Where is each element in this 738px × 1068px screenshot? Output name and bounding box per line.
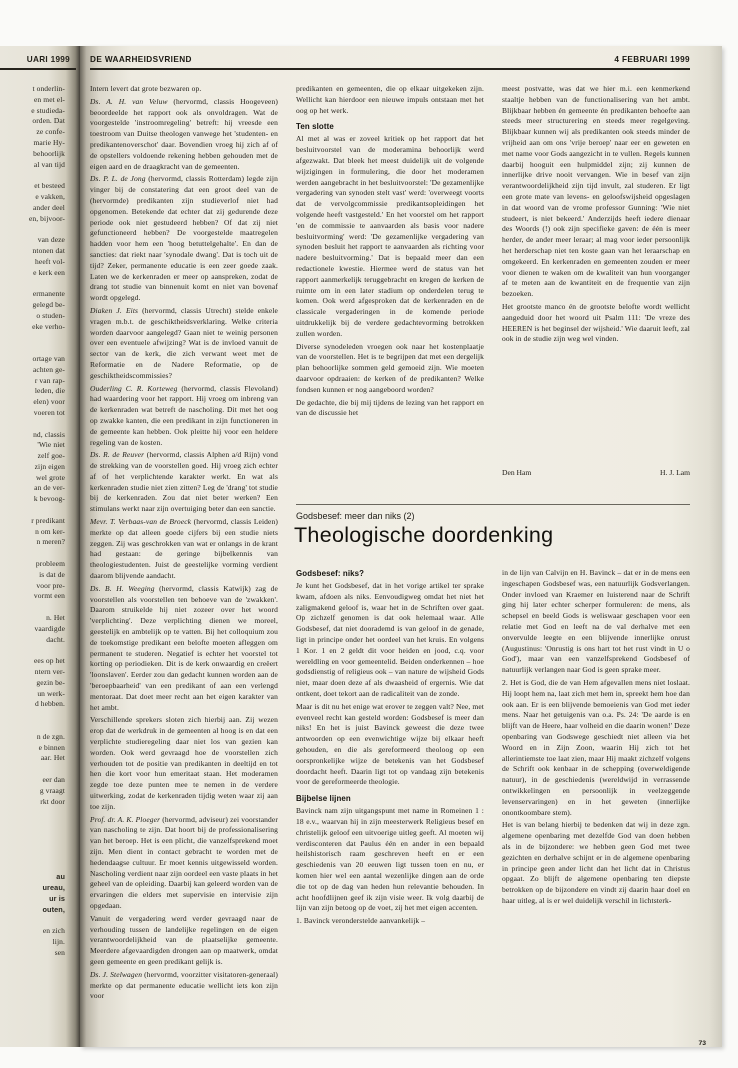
text-fragment: achten ge- (32, 364, 65, 374)
fragment-list-bold (0, 872, 65, 915)
speaker-name: Ds. A. H. van Veluw (90, 96, 168, 106)
text-fragment: eer dan (42, 775, 65, 784)
text-fragment (0, 548, 65, 559)
text-fragment (0, 645, 65, 656)
article2-kicker: Godsbesef: meer dan niks (2) (296, 511, 415, 521)
text-fragment (0, 419, 65, 430)
article2-section2 (296, 806, 484, 927)
text-fragment: ees op het (34, 656, 65, 666)
text-fragment (0, 224, 65, 235)
text-fragment: zelf goe- (37, 451, 65, 461)
paragraph: meest postvatte, was dat we hier m.i. een kenmerkend staaltje hebben van de functionalisering van het ambt. Blijkbaar hebben én gemeente én predikanten behoefte aan steeds meer structurering en steeds meer regelgeving. Blijkbaar kunnen wij als predikanten ook steeds minder de vrijheid aan om ons 'vrije beroep' naar eer en geweten en met name voor Gods aangezicht in te vullen. Regels kunnen daarbij hooguit een hulpmiddel zijn; zij kunnen de innerlijke drive nooit vervangen. Wie in besef van zijn verantwoordelijkheid zijn tijd invult, zal studeren. Er ligt een grote mate van levens- en geloofswijsheid opgeslagen in dat woord van de vrome professor Gunning: 'Wie niet studeert, is niet bekeerd.' Anderzijds heeft iedere dienaar des Woords (!) ook zijn specifieke gaven: de één is meer herder, de ander meer leraar; al mag voor ieder persoonlijk het herderschap niet ten koste gaan van het leraarschap en omgekeerd. En kerkenraden en gemeenten zouden er meer voor dienen te waken om de kwaliteit van hun voorganger af te meten aan de kwantiteit en de frequentie van zijn bezoeken. (502, 84, 690, 299)
text-fragment: en zich (42, 926, 65, 936)
text-fragment: gelegd be- (32, 299, 65, 309)
paragraph: Ds. R. de Reuver (hervormd, classis Alphen a/d Rijn) vond de strekking van de voorstellen goed. Hij vroeg zich echter af of het verplichtende karakter werkt. En wat als kerkenraden studie niet zien zitten? Leg de 'drang' tot studie bij de kerkenraden. Zou dat niet beter werken? Een stimulans werkt naar zijn overtuiging beter dan een sanctie. (90, 450, 278, 514)
text-fragment: sen (54, 947, 65, 957)
text-fragment: un werk- (37, 688, 65, 698)
subhead-ten-slotte: Ten slotte (296, 122, 334, 132)
paragraph: in de lijn van Calvijn en H. Bavinck – dat er in de mens een ingeschapen Godsbesef was, een natuurlijk Godsverlangen. Onder invloed van Kraemer en luisterend naar de Schrift ging hij later echter scherper formuleren: de mens, als schepsel en beeld Gods is weliswaar geschapen voor een relatie met God en leeft na de val derhalve met een onvervulde leegte en een blijvende innerlijke onrust (Augustinus: 'Onrustig is ons hart tot het rust vindt in U o God'), maar van een vanzelfsprekend Godsbesef of natuurlijk verlangen naar God is geen sprake meer. (502, 568, 690, 675)
paragraph: Prof. dr. A. K. Ploeger (hervormd, adviseur) zei voorstander van nascholing te zijn. Dat hoort bij de professionalisering van het beroep. Het is een plicht, die vanzelfsprekend moet zijn. Men dient in contact gebracht te worden met de hedendaagse cultuur. Er moet kennis uitgewisseld worden. Nascholing verdient naar zijn oordeel een vaste plaats in het geheel van de opleiding. Daarbij kan geleerd worden van de ervaringen die elders met supervisie en intervisie zijn opgedaan. (90, 814, 278, 910)
paragraph: 1. Bavinck veronderstelde aanvankelijk – (296, 916, 426, 926)
text-fragment: eke verho- (32, 321, 65, 331)
speaker-name: Diaken J. Eits (90, 305, 139, 315)
text-fragment: nd, classis (33, 429, 65, 439)
paragraph: Diverse synodeleden vroegen ook naar het kostenplaatje van de voorstellen. Het is te begrijpen dat met een dergelijk plan behoorlijke sommen geld gemoeid zijn. Wie moeten daarvoor opdraaien: de kerken of de predikanten? Welke fondsen kunnen er nog aangeboord worden? (296, 341, 484, 394)
paragraph: Diaken J. Eits (hervormd, classis Utrecht) stelde enkele vragen m.b.t. de geschiktheidsverklaring. Welke criteria worden daarvoor aangelegd? Gaan niet te weinig personen over een eventuele afwijzing? Wat is de invloed vanuit de sector van de kerk, die zich verwant weet met de Reformatie en de Nadere Reformatie, op de geschiktheidscommissies? (90, 305, 278, 380)
article1-column-2 (296, 84, 484, 508)
text-fragment (0, 170, 65, 181)
text-fragment (0, 343, 65, 354)
text-fragment: rkt door (40, 796, 65, 806)
text-fragment: g vraagt (39, 785, 65, 795)
text-fragment (0, 861, 65, 872)
paragraph: Al met al was er zoveel kritiek op het rapport dat het besluitvoorstel van de moderamina behoorlijk werd afgezwakt. Dat bleek het meest duidelijk uit de volgende wijzigingen in formulering, die door het moderamen werden aangebracht in het besluitvoorstel: 'De gezamenlijke vergadering van synoden stelt vast' werd: 'overweegt voorts dat de vervolgcommissie predikantsopleidingen het volgende heeft vastgesteld.' En het voorstel om het rapport 'en de commissie te aanvaarden als basis voor nadere besluitvorming' werd: 'De gezamenlijke vergadering van synoden besluit het rapport te aanvaarden als richting voor nadere besluitvorming.' Dat is bepaald meer dan een redactionele kwestie. Hiermee werd de status van het rapport aanmerkelijk teruggebracht en kregen de kerken de ruimte om in een later stadium op onderdelen terug te komen. Ook werd afgesproken dat de kerkenraden en de classicale vergaderingen in de komende periode uitdrukkelijk bij de verdere gedachtevorming betrokken zullen worden. (296, 134, 484, 338)
article2-title: Theologische doordenking (294, 523, 554, 547)
text-fragment: ermanente (32, 289, 65, 299)
text-fragment (0, 818, 65, 829)
text-fragment (0, 278, 65, 289)
text-fragment: elen) voor (33, 397, 65, 407)
text-fragment: van deze (37, 235, 65, 245)
paragraph: Bavinck nam zijn uitgangspunt met name in Romeinen 1 : 18 e.v., waarvan hij in zijn meesterwerk Religieus besef en christelijk geloof een uitvoerige uitleg geeft. Al moeten wij verdisconteren dat Paulus één en ander in een bepaald heilshistorisch raam geschreven heeft en er een geschiedenis van 20 eeuwen ligt tussen toen en nu, er komen hier wel een aantal wezenlijke dingen aan de orde die tot op de dag van heden hun relevantie behouden. In acht hoofdlijnen geef ik zijn visie weer. Ik volg daarbij de lijn van zijn betoog op de voet, zij het met eigen accenten. (296, 806, 484, 913)
text-fragment-bold: ureau, (42, 882, 65, 892)
left-page-header-rule (0, 68, 76, 70)
left-page-date-fragment: UARI 1999 (26, 55, 70, 64)
article1-col2-body (296, 134, 484, 419)
article2-column-2 (502, 568, 690, 1040)
text-fragment: e vakken, (35, 191, 65, 201)
fragment-list-top (0, 84, 65, 872)
article1-column-3 (502, 84, 690, 464)
text-fragment: zijn eigen (34, 461, 65, 471)
text-fragment-bold: outen, (42, 904, 65, 914)
text-fragment: voeren tot (33, 407, 65, 417)
article1-signoff (502, 468, 690, 477)
paragraph: De gedachte, die bij mij tijdens de lezing van het rapport en van de discussie het (296, 397, 484, 418)
text-fragment: en met el- (34, 94, 65, 104)
text-fragment (0, 829, 65, 840)
article1-column-1 (90, 84, 278, 1040)
article2-column-1 (296, 568, 484, 1040)
text-fragment: e studieda- (31, 105, 65, 115)
speaker-name: Ds. B. H. Weeging (90, 583, 155, 593)
text-fragment: heeft vol- (35, 256, 65, 266)
subhead-godsbesef-niks: Godsbesef: niks? (296, 569, 365, 578)
speaker-name: Ds. J. Stelwagen (90, 969, 143, 979)
header-rule (90, 68, 690, 70)
text-fragment (0, 807, 65, 818)
text-fragment: vormt een (33, 591, 65, 601)
text-fragment (0, 602, 65, 613)
article2-top-rule (296, 504, 690, 505)
article2-section1 (296, 581, 484, 788)
speaker-name: Ds. P. L. de Jong (90, 174, 146, 184)
paragraph: 2. Het is God, die de van Hem afgevallen mens niet loslaat. Hij loopt hem na, laat zich met hem in, spreekt hem hoe dan ook aan. Er is een blijvende bemoeienis van God met ieder mens. Naar het getuigenis van o.a. Ps. 24: 'De aarde is en blijft van de Heere, haar volheid en die daarin wonen!' Deze openbaring van Godswege geschiedt niet alleen via het Woord en in Zijn Zoon, waarin Hij zich tot het allerintiemste toe laat zien, maar Hij maakt zichzelf volgens de Schrift ook kenbaar in de schepping (overweldigende natuur), in de geschiedenis (wereldwijd in verrassende ontwikkelingen en persoonlijk in veelzeggende levenservaringen) en in het geweten (innerlijke onontkoombare stem). (502, 677, 690, 817)
paragraph: Het is van belang hierbij te bedenken dat wij in deze zgn. algemene openbaring met dezelfde God van doen hebben als in de bijzondere: we hebben geen God met twee gezichten en derhalve schijnt er in de algemene openbaring in principe geen ander licht dan het licht dat in Christus opgaat. Zo blijft de algemene openbaring ten diepste betrokken op de bijzondere en vindt zij daarin haar doel en haar uitleg, al is er wel duidelijk verschil in lichtsterk- (502, 820, 690, 905)
text-fragment: e binnen (38, 742, 65, 752)
paragraph: Intern levert dat grote bezwaren op. (90, 84, 202, 93)
text-fragment: et besteed (34, 181, 65, 191)
text-fragment: probleem (35, 559, 65, 569)
text-fragment: n. Het (46, 613, 65, 623)
text-fragment: ntonen dat (32, 245, 65, 255)
text-fragment: lijn. (52, 936, 65, 946)
text-fragment: n meren? (36, 537, 65, 547)
speaker-name: Prof. dr. A. K. Ploeger (90, 814, 161, 824)
text-fragment: aar. Het (40, 753, 65, 763)
text-fragment: dacht. (46, 634, 65, 644)
text-fragment: wel grote (35, 472, 65, 482)
text-fragment: 'Wie niet (37, 440, 65, 450)
text-fragment (0, 332, 65, 343)
subhead-bijbelse-lijnen: Bijbelse lijnen (296, 794, 351, 804)
text-fragment (0, 915, 65, 926)
text-fragment (0, 721, 65, 732)
text-fragment: r van rap- (34, 375, 65, 385)
page-number: 73 (698, 1040, 706, 1047)
issue-date: 4 FEBRUARI 1999 (614, 55, 690, 64)
paragraph: Ds. A. H. van Veluw (hervormd, classis Hoogeveen) beoordeelde het rapport ook als onvoldragen. Wat de voorgestelde 'instroomregeling' betreft: hij vreesde een toestroom van Duitse theologen vanwege het 'studenten- en predikantenoverschot' daar. Bovendien vroeg hij zich af of de opstellers voldoende rekening hebben gehouden met de eigen aard en de draagkracht van de gemeenten. (90, 96, 278, 171)
text-fragment: t onderlin- (32, 84, 65, 93)
text-fragment-bold: ur is (49, 893, 65, 903)
paragraph: Ouderling C. R. Korteweg (hervormd, classis Flevoland) had waardering voor het rapport. Hij vroeg om inbreng van de kerkenraden wat betreft de nascholing. Dit met het oog op zwakke kanten, die een predikant in zijn functioneren in de gemeente kan hebben. Ook pleitte hij voor een heldere regeling van de kosten. (90, 383, 278, 447)
paragraph: Ds. B. H. Weeging (hervormd, classis Katwijk) zag de voorstellen als voorstellen ten behoeve van de 'zwakken'. Daarom struikelde hij niet zozeer over het woord 'verplichting'. Deze verplichting dienen we moreel, geestelijk en ambtelijk op te vatten. Bij het colloquium zou de toekomstige predikant een belofte moeten afleggen om permanent te studeren. Negatief is echter het voorstel tot korting op periodieken. Dit is de kerk onwaardig en creëert 'loonslaven'. Eerder zou dan gedacht kunnen worden aan de 'beroepbaarheid' van een predikant of aan een verlengd mentoraat. Dat doet meer recht aan het eigen karakter van het ambt. (90, 583, 278, 712)
paragraph: predikanten en gemeenten, die op elkaar uitgekeken zijn. Wellicht kan hierdoor een nieuwe impuls ontstaan met het oog op het werk. (296, 84, 484, 115)
paragraph: Vanuit de vergadering werd verder gevraagd naar de verhouding tussen de landelijke regelingen en de eigen verantwoordelijkheid van de plaatselijke gemeente. Meerdere afgevaardigden drongen aan op maatwerk, omdat geen gemeente en geen predikant gelijk is. (90, 913, 278, 966)
text-fragment (0, 840, 65, 851)
text-fragment (0, 710, 65, 721)
text-fragment (0, 764, 65, 775)
text-fragment: n de zgn. (36, 731, 65, 741)
text-fragment: voor pre- (36, 580, 65, 590)
paragraph: Maar is dit nu het enige wat erover te zeggen valt? Nee, met evenveel recht kan gesteld worden: Godsbesef is meer dan niks! En het is juist Bavinck geweest die deze twee antwoorden op een evenwichtige wijze bij elkaar heeft gehouden, en die als gereformeerd theoloog op een oorspronkelijke wijze de betekenis van het Godsbesef doordacht heeft. Daarin ligt tot op vandaag zijn betekenis voor de gereformeerde theologie. (296, 701, 484, 787)
text-fragment: vaardigde (34, 623, 65, 633)
text-fragment: o studen- (36, 310, 65, 320)
text-fragment: n om ker- (35, 526, 65, 536)
text-fragment: e kerk een (33, 267, 65, 277)
text-fragment (0, 505, 65, 516)
text-fragment: is dat de (39, 569, 65, 579)
text-fragment: ze confe- (36, 127, 65, 137)
text-fragment: d hebben. (34, 699, 65, 709)
speaker-name: Mevr. T. Verbaas-van de Broeck (90, 517, 192, 527)
left-page-text-fragments (0, 84, 72, 1036)
paragraph: Ds. J. Stelwagen (hervormd, voorzitter visitatoren-generaal) merkte op dat permanente educatie wellicht iets kon zijn voor (90, 969, 278, 1001)
signoff-author: H. J. Lam (660, 468, 690, 477)
text-fragment: ntern ver- (34, 667, 65, 677)
text-fragment: behoorlijk (33, 148, 65, 158)
fragment-list-bottom (0, 915, 65, 958)
text-fragment: gezin be- (36, 677, 65, 687)
speaker-name: Ds. R. de Reuver (90, 450, 145, 460)
text-fragment: en, bijvoor- (28, 213, 65, 223)
text-fragment: ortage van (32, 353, 65, 363)
text-fragment (0, 851, 65, 862)
article1-col2-intro (296, 84, 484, 116)
text-fragment: an de ver- (34, 483, 65, 493)
text-fragment: leden, die (34, 386, 65, 396)
paragraph: Mevr. T. Verbaas-van de Broeck (hervormd, classis Leiden) merkte op dat alleen goede cijfers bij een studie niets zeggen. Zij was geschrokken van wat er onlangs in de krant had gestaan: de geringe bijbelkennis van theologiestudenten. Juist de geestelijke vorming verdient daarom blijvende aandacht. (90, 517, 278, 581)
signoff-place: Den Ham (502, 468, 532, 477)
paragraph: Verschillende sprekers sloten zich hierbij aan. Zij wezen erop dat de werkdruk in de gemeenten al hoog is en dat een verplichte studieregeling daar niet los van gezien kan worden. Ook werd gevraagd hoe de voorstellen zich verhouden tot de positie van predikanten in deeltijd en tot hen die kort voor hun emeritaat staan. Het moderamen zegde toe deze punten mee te nemen in de verdere uitwerking, zodat de kerkenraden tijdig weten waar zij aan toe zijn. (90, 715, 278, 811)
text-fragment: k bevoog- (33, 494, 65, 504)
text-fragment: ander deel (32, 202, 65, 212)
text-fragment: orden. Dat (32, 116, 65, 126)
text-fragment: r predikant (31, 515, 65, 525)
text-fragment-bold: au (56, 872, 65, 882)
paragraph: Je kunt het Godsbesef, dat in het vorige artikel ter sprake kwam, afdoen als niks. Eenvoudigweg omdat het niet het zaligmakend geloof is, waar het in de Schriften over gaat. Op zichzelf genomen is dat ook helemaal waar. Alle Godsbesef, dat niet doorademd is van geloof in de genade, ligt in principe onder het oordeel van het kruis. En volgens 1 Kor. 1 en 2 geldt dit voor heiden en jood, c.q. voor wereldling en voor gemeentelid. Beiden onderkennen – hoe godsdienstig of religieus ook – van nature de wijsheid Gods niet, maar doen deze af als dwaasheid of ergernis. Wie dat ontkent, doet tekort aan de radicaliteit van de zonde. (296, 581, 484, 698)
paragraph: Het grootste manco én de grootste belofte wordt wellicht aangeduid door het woord uit Psalm 111: 'De vreze des HEEREN is het beginsel der wijsheid.' Wie daaruit leeft, zal ook in de studie zijn weg wel vinden. (502, 301, 690, 344)
paragraph: Ds. P. L. de Jong (hervormd, classis Rotterdam) legde zijn vinger bij de constatering dat een groot deel van de (hervormde) predikanten zijn studieverlof niet had opgenomen. Betekende dat echter dat zij gedurende deze periode ook niet gestudeerd hebben? Of dat zij niet gefunctioneerd hebben? De voorgestelde maatregelen hadden voor hem een 'hoog betuttelgehalte'. En dan de sancties: dat riekt naar 'synodale dwang'. Dat is toch uit de tijd? Zeker, permanente educatie is een zeer goede zaak. Laten we de kerkenraden er meer op aanspreken, zodat de drang tot studie van binnenuit komt en niet van bovenaf wordt opgelegd. (90, 174, 278, 303)
text-fragment: marie Hy- (33, 137, 65, 147)
text-fragment: al van tijd (33, 159, 65, 169)
speaker-name: Ouderling C. R. Korteweg (90, 383, 178, 393)
publication-name: DE WAARHEIDSVRIEND (90, 55, 192, 64)
